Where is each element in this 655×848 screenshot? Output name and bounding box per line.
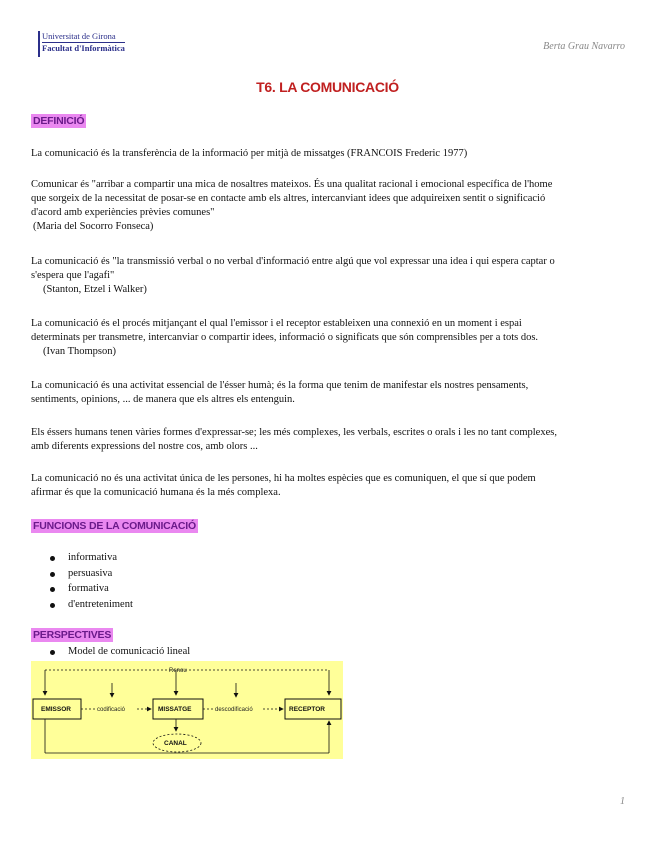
- emissor-label: EMISSOR: [41, 706, 71, 713]
- canal-label: CANAL: [164, 740, 187, 747]
- university-logo: [38, 31, 125, 59]
- codificacio-label: codificació: [97, 707, 126, 713]
- citation: (Ivan Thompson): [43, 346, 117, 357]
- diagram-svg: [31, 661, 343, 759]
- descodificacio-label: descodificació: [215, 707, 253, 713]
- logo-university: Universitat de Girona: [42, 32, 125, 43]
- list-item: formativa: [50, 581, 133, 597]
- citation: (Maria del Socorro Fonseca): [33, 221, 154, 232]
- logo-bar: [38, 31, 40, 57]
- list-item: d'entreteniment: [50, 597, 133, 613]
- missatge-label: MISSATGE: [158, 706, 192, 713]
- list-item: Model de comunicació lineal: [50, 644, 190, 660]
- document-title: T6. LA COMUNICACIÓ: [256, 79, 399, 95]
- paragraph-line: La comunicació és el procés mitjançant el qual l'emissor i el receptor estableixen una connexió en un moment i espai: [31, 318, 522, 329]
- linear-communication-diagram: [31, 661, 343, 759]
- paragraph-line: amb diferents expressions del nostre cos, amb olors ...: [31, 441, 258, 452]
- paragraph-definition-1: [31, 147, 626, 161]
- list-item: informativa: [50, 550, 133, 566]
- paragraph-definition-7: [31, 472, 626, 500]
- list-item: persuasiva: [50, 566, 133, 582]
- header-author: Berta Grau Navarro: [543, 41, 625, 52]
- section-heading-funcions: FUNCIONS DE LA COMUNICACIÓ: [33, 520, 196, 532]
- paragraph-line: Els éssers humans tenen vàries formes d'expressar-se; les més complexes, les verbals, escrites o orals i les no tant complexes,: [31, 427, 557, 438]
- noise-label: Renou: [169, 668, 187, 674]
- paragraph-line: d'acord amb experiències prèvies comunes": [31, 207, 215, 218]
- paragraph-line: s'espera que l'agafi": [31, 270, 115, 281]
- receptor-label: RECEPTOR: [289, 706, 325, 713]
- paragraph-definition-4: [31, 317, 626, 359]
- paragraph-line: que sorgeix de la necessitat de posar-se en contacte amb els altres, intercanviant idees que adquireixen sentit o significació: [31, 193, 546, 204]
- paragraph-definition-2: [31, 178, 626, 234]
- paragraph-definition-5: [31, 379, 626, 407]
- paragraph-line: La comunicació és una activitat essencial de l'ésser humà; és la forma que tenim de manifestar els nostres pensaments,: [31, 380, 529, 391]
- section-heading-definicio: DEFINICIÓ: [33, 115, 85, 127]
- logo-faculty: Facultat d'Informàtica: [42, 43, 125, 53]
- paragraph-line: La comunicació és la transferència de la informació per mitjà de missatges (FRANCOIS Frederic 1977): [31, 148, 468, 159]
- paragraph-line: determinats per transmetre, intercanviar o compartir idees, informació o significats que són comprensibles per a tots dos.: [31, 332, 539, 343]
- perspectives-list: [50, 644, 190, 660]
- section-heading-perspectives: PERSPECTIVES: [33, 629, 112, 641]
- paragraph-line: afirmar és que la comunicació humana és la més complexa.: [31, 487, 281, 498]
- paragraph-line: Comunicar és "arribar a compartir una mica de nosaltres mateixos. És una qualitat racional i emocional específica de l'home: [31, 179, 553, 190]
- paragraph-definition-3: [31, 255, 626, 297]
- paragraph-definition-6: [31, 426, 626, 454]
- paragraph-line: La comunicació no és una activitat única de les persones, hi ha moltes espècies que es comuniquen, el que sí que podem: [31, 473, 536, 484]
- page-number: 1: [620, 796, 625, 807]
- citation: (Stanton, Etzel i Walker): [43, 284, 147, 295]
- paragraph-line: La comunicació és "la transmissió verbal o no verbal d'informació entre algú que vol expressar una idea i qui espera captar o: [31, 256, 555, 267]
- paragraph-line: sentiments, opinions, ... de manera que els altres els entenguin.: [31, 394, 295, 405]
- funcions-list: [50, 550, 133, 612]
